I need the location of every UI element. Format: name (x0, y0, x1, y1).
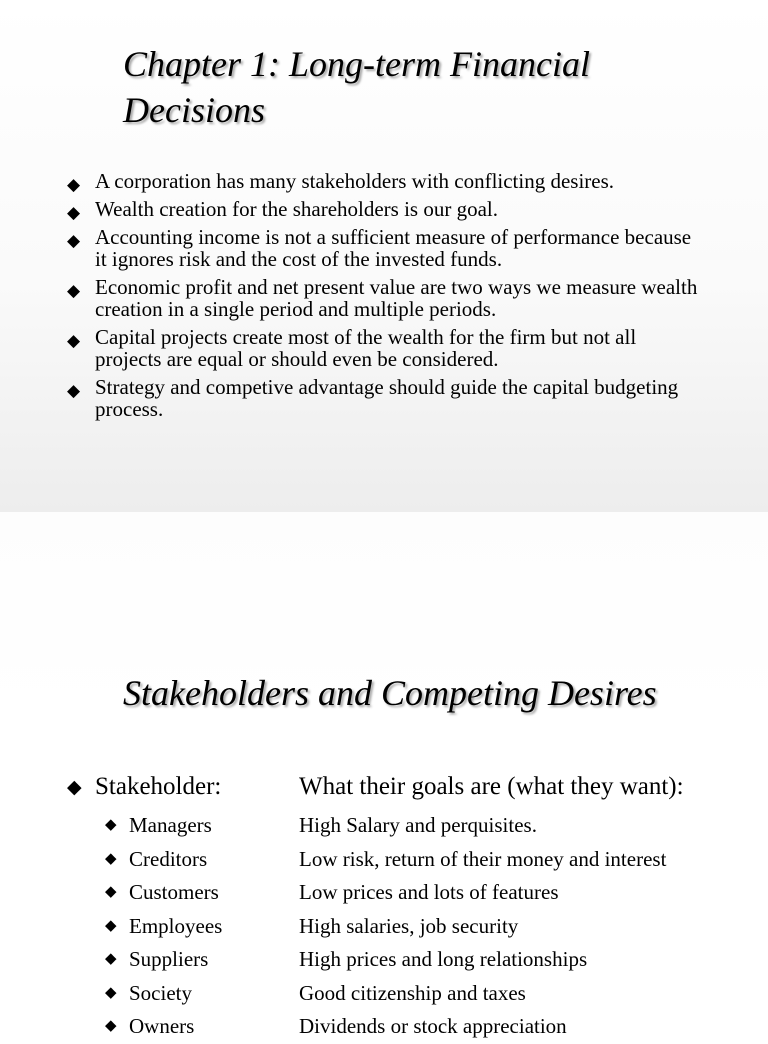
diamond-bullet-icon: ◆ (105, 817, 117, 833)
stakeholder-goal: High Salary and perquisites. (299, 813, 537, 837)
stakeholder-row (0, 876, 768, 910)
slide-2-title: Stakeholders and Competing Desires (123, 673, 657, 713)
stakeholder-table-header (0, 769, 768, 805)
diamond-bullet-icon: ◆ (67, 203, 81, 222)
bullet-text: Capital projects create most of the wealth for the firm but not all projects are equal or should even be considered. (95, 325, 637, 371)
bullet-text: Accounting income is not a sufficient measure of performance because it ignores risk and the cost of the invested funds. (95, 225, 692, 271)
stakeholder-goal: Low risk, return of their money and interest (299, 846, 667, 871)
stakeholder-goal: High prices and long relationships (299, 947, 588, 971)
stakeholder-name: Suppliers (129, 947, 209, 971)
diamond-bullet-icon: ◆ (67, 231, 81, 250)
stakeholder-row (0, 1010, 768, 1044)
bullet-item (0, 326, 705, 370)
bullet-item (0, 276, 705, 320)
bullet-text: Wealth creation for the shareholders is our goal. (95, 197, 498, 221)
slide-2 (0, 512, 768, 1038)
stakeholder-goal: Good citizenship and taxes (299, 980, 526, 1005)
stakeholder-name: Employees (129, 913, 223, 938)
diamond-bullet-icon: ◆ (67, 175, 81, 194)
diamond-bullet-icon: ◆ (67, 281, 81, 300)
stakeholder-row (0, 977, 768, 1011)
header-goals: What their goals are (what they want): (299, 773, 684, 800)
diamond-bullet-icon: ◆ (105, 1018, 117, 1034)
diamond-bullet-icon: ◆ (105, 850, 117, 867)
stakeholder-name: Society (129, 980, 192, 1005)
bullet-item (0, 376, 705, 420)
diamond-bullet-icon: ◆ (67, 777, 82, 798)
slide-1-title: Chapter 1: Long-term Financial Decisions (123, 44, 590, 130)
stakeholder-goal: Dividends or stock appreciation (299, 1014, 567, 1038)
slide-1-bullet-list (0, 170, 705, 426)
diamond-bullet-icon: ◆ (105, 984, 117, 1001)
stakeholder-row (0, 943, 768, 977)
stakeholder-row (0, 843, 768, 877)
stakeholder-goal: High salaries, job security (299, 913, 519, 938)
stakeholder-name: Owners (129, 1014, 195, 1038)
stakeholder-name: Customers (129, 880, 219, 904)
stakeholder-list (0, 809, 768, 1044)
bullet-text: Strategy and competive advantage should guide the capital budgeting process. (95, 375, 679, 421)
diamond-bullet-icon: ◆ (67, 381, 81, 400)
diamond-bullet-icon: ◆ (105, 884, 117, 900)
bullet-text: Economic profit and net present value are two ways we measure wealth creation in a single period and multiple periods. (95, 275, 698, 321)
stakeholder-row (0, 910, 768, 944)
stakeholder-goal: Low prices and lots of features (299, 880, 559, 904)
diamond-bullet-icon: ◆ (67, 331, 81, 350)
bullet-item (0, 170, 705, 192)
bullet-text: A corporation has many stakeholders with conflicting desires. (95, 169, 615, 193)
diamond-bullet-icon: ◆ (105, 917, 117, 934)
header-stakeholder: Stakeholder: (95, 773, 222, 800)
slide-1 (0, 0, 768, 512)
stakeholder-name: Managers (129, 813, 212, 837)
stakeholder-row (0, 809, 768, 843)
bullet-item (0, 198, 705, 220)
diamond-bullet-icon: ◆ (105, 951, 117, 967)
stakeholder-name: Creditors (129, 846, 208, 871)
bullet-item (0, 226, 705, 270)
